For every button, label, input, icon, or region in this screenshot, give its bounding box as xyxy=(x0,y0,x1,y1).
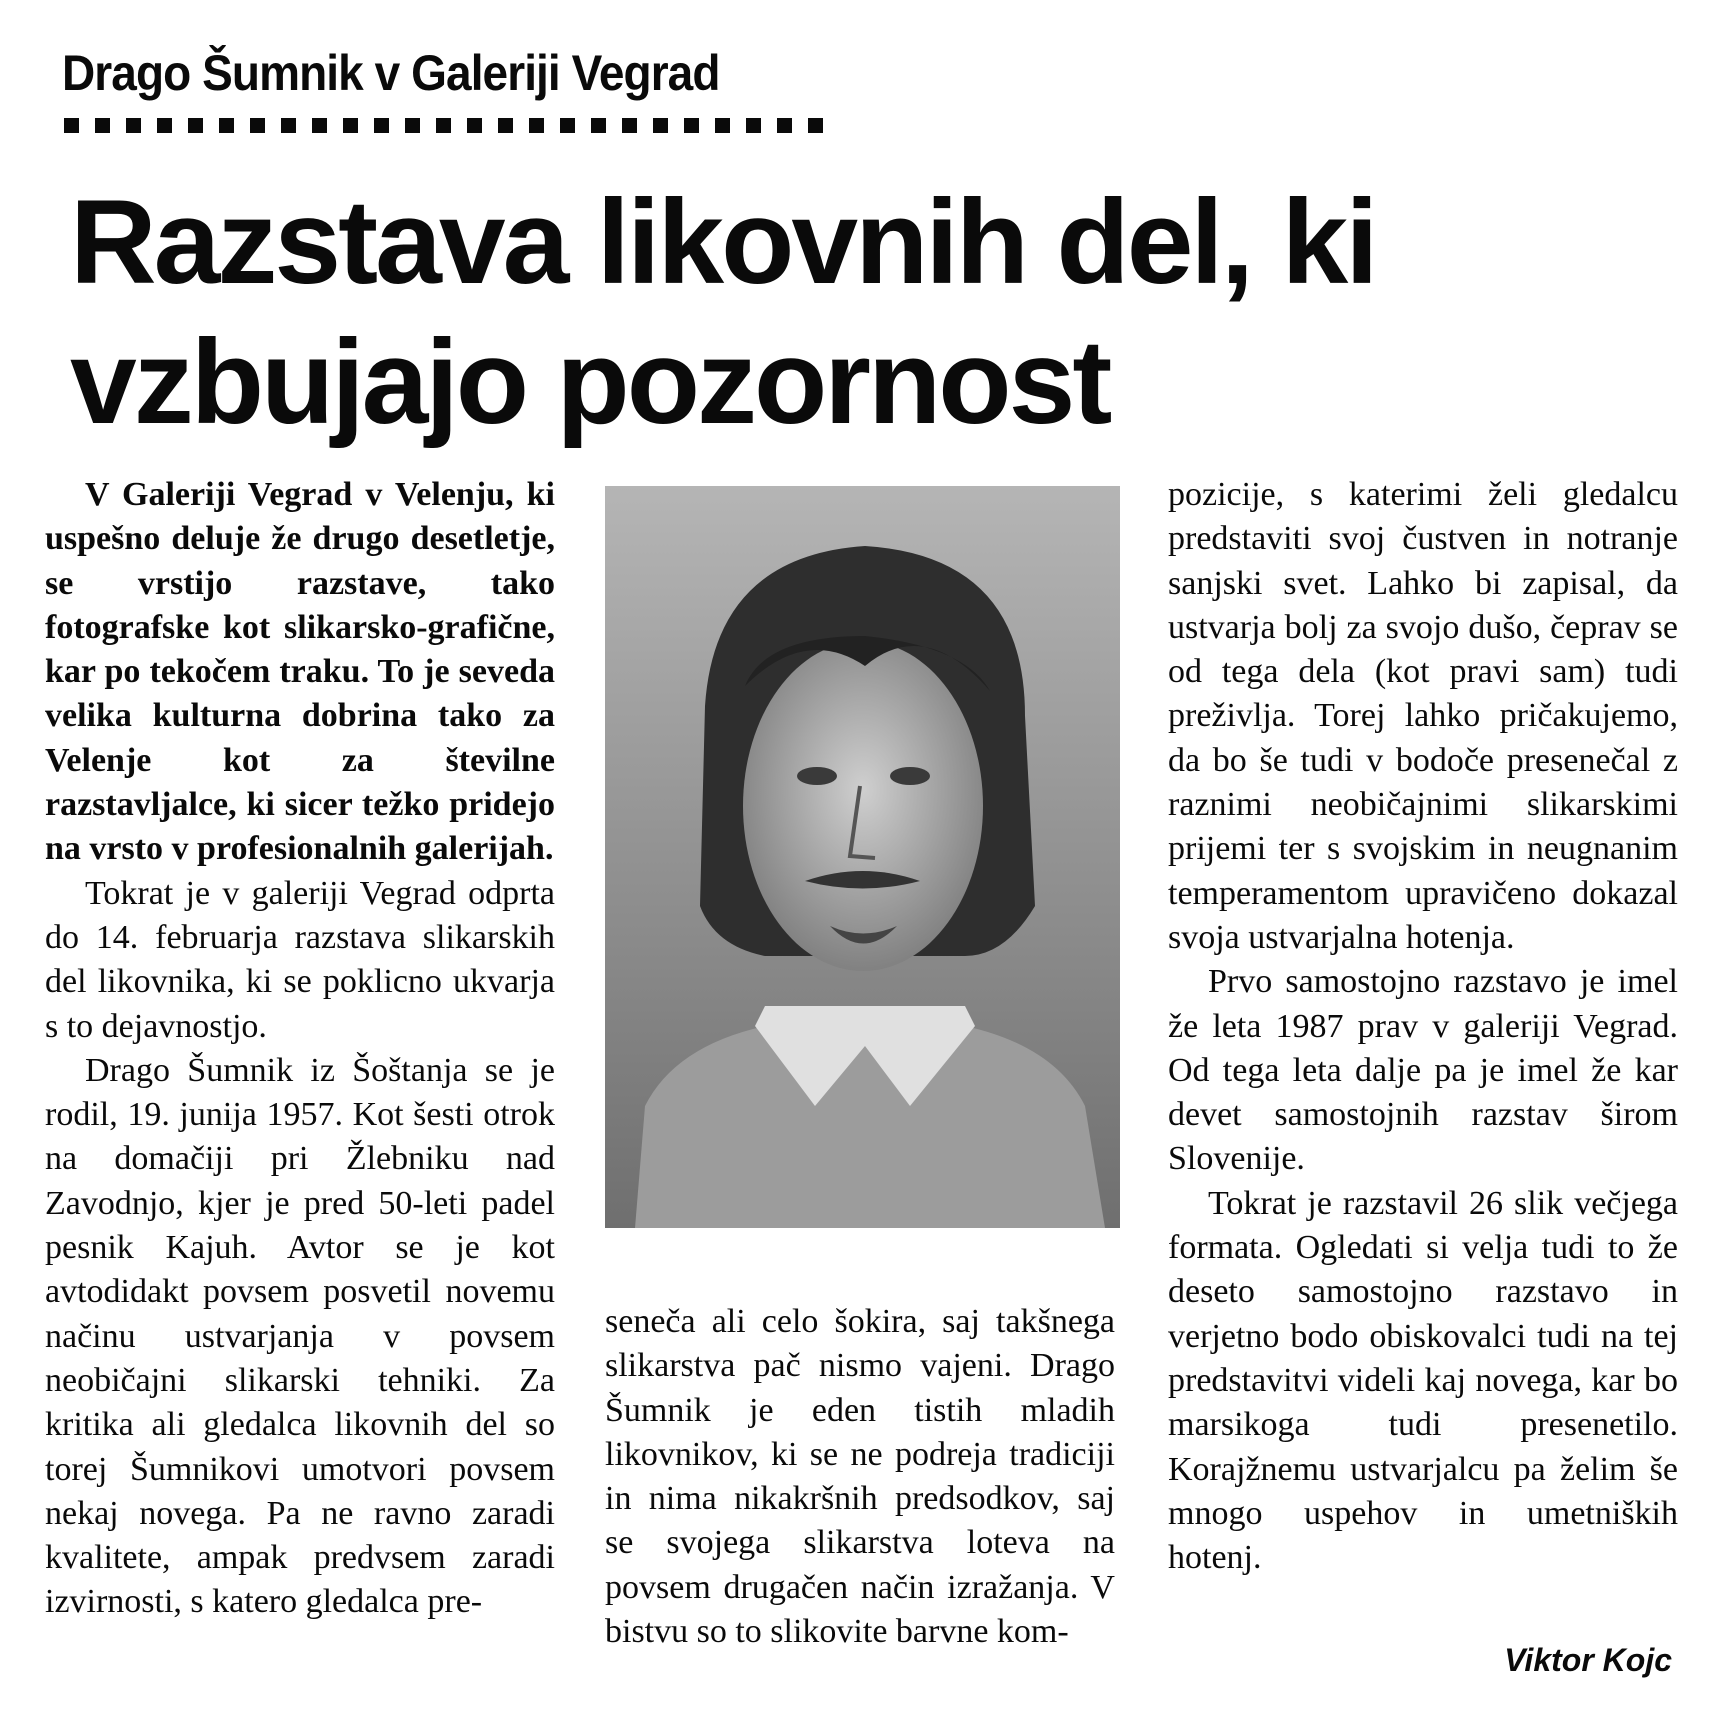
column-2 xyxy=(605,1300,1115,1654)
dotted-rule xyxy=(64,118,823,133)
column-3 xyxy=(1168,473,1678,1580)
byline: Viktor Kojc xyxy=(1504,1642,1672,1678)
headline-line-2: vzbujajo pozornost xyxy=(70,315,1110,449)
kicker: Drago Šumnik v Galeriji Vegrad xyxy=(62,45,720,101)
portrait-photo xyxy=(605,486,1120,1228)
column-1 xyxy=(45,473,555,1625)
paragraph: pozicije, s katerimi želi gledalcu predstaviti svoj čustven in notranje sanjski svet. Lahko bi zapisal, da ustvarja bolj za svojo dušo, čeprav se od tega dela (kot pravi sam) tudi preživlja. Torej lahko pričakujemo, da bo še tudi v bodoče presenečal z raznimi neobičajnimi slikarskimi prijemi ter s svojskim in neugnanim temperamentom upravičeno dokazal svoja ustvarjalna hotenja. xyxy=(1168,476,1678,956)
paragraph: Drago Šumnik iz Šoštanja se je rodil, 19. junija 1957. Kot šesti otrok na domačiji pri Žlebniku nad Zavodnjo, kjer je pred 50-leti padel pesnik Kajuh. Avtor se je kot avtodidakt povsem posvetil novemu načinu ustvarjanja v povsem neobičajni slikarski tehniki. Za kritika ali gledalca likovnih del so torej Šumnikovi umotvori povsem nekaj novega. Pa ne ravno zaradi kvalitete, ampak predvsem zaradi izvirnosti, s katero gledalca pre- xyxy=(45,1051,555,1621)
paragraph: seneča ali celo šokira, saj takšnega slikarstva pač nismo vajeni. Drago Šumnik je eden tistih mladih likovnikov, ki se ne podreja tradiciji in nima nikakršnih predsodkov, saj se svojega slikarstva loteva na povsem drugačen način izražanja. V bistvu so to slikovite barvne kom- xyxy=(605,1303,1115,1651)
portrait-icon xyxy=(605,486,1120,1228)
paragraph: Tokrat je razstavil 26 slik večjega formata. Ogledati si velja tudi to že deseto samostojno razstavo in verjetno bodo obiskovalci tudi na tej predstavitvi videli kaj novega, kar bo marsikoga tudi presenetilo. Korajžnemu ustvarjalcu pa želim še mnogo uspehov in umetniških hotenj. xyxy=(1168,1184,1678,1577)
headline xyxy=(70,172,1670,452)
lead-paragraph: V Galeriji Vegrad v Velenju, ki uspešno deluje že drugo desetletje, se vrstijo razstave, tako fotografske kot slikarsko-grafične, kar po tekočem traku. To je seveda velika kulturna dobrina tako za Velenje kot za številne razstavljalce, ki sicer težko pridejo na vrsto v profesionalnih galerijah. xyxy=(45,476,555,868)
headline-line-1: Razstava likovnih del, ki xyxy=(70,175,1376,309)
paragraph: Tokrat je v galeriji Vegrad odprta do 14. februarja razstava slikarskih del likovnika, ki se poklicno ukvarja s to dejavnostjo. xyxy=(45,874,555,1045)
paragraph: Prvo samostojno razstavo je imel že leta 1987 prav v galeriji Vegrad. Od tega leta dalje pa je imel že kar devet samostojnih razstav širom Slovenije. xyxy=(1168,963,1678,1178)
